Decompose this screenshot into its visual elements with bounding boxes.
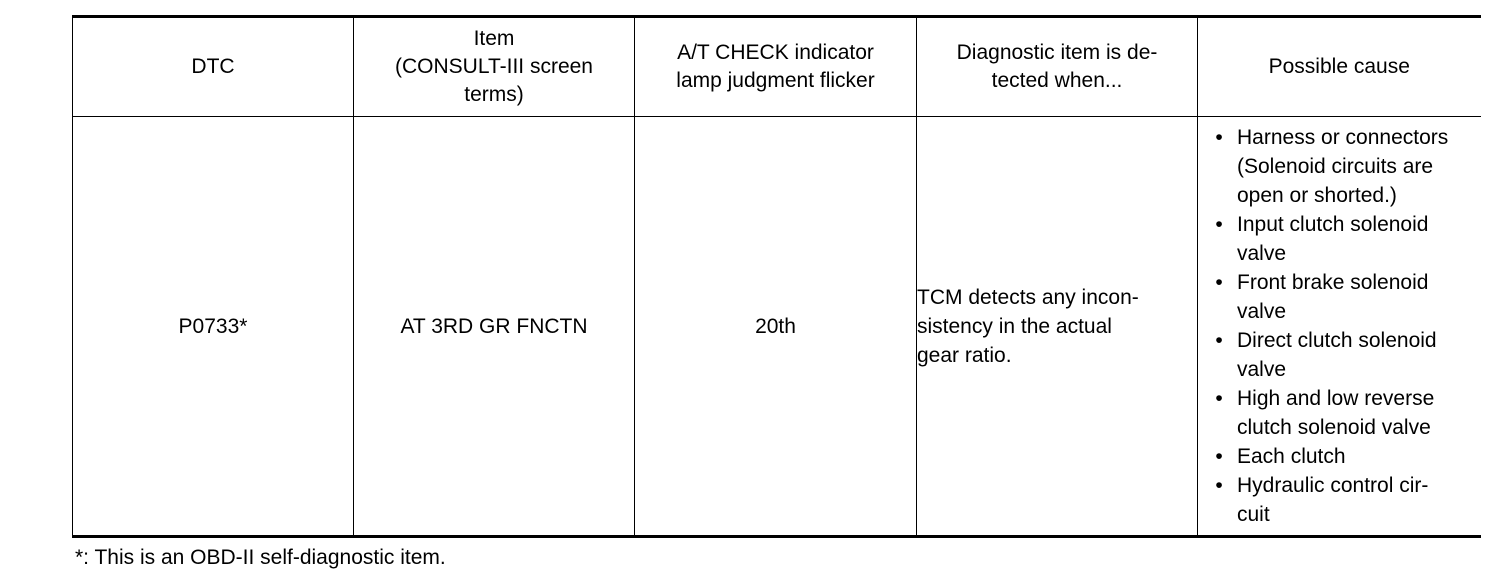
list-item: • Input clutch solenoid valve xyxy=(1212,210,1481,268)
bullet-icon: • xyxy=(1215,474,1223,497)
cell-flicker: 20th xyxy=(635,117,917,537)
list-item: • Direct clutch solenoid valve xyxy=(1212,326,1481,384)
list-item: • High and low reverse clutch solenoid valve xyxy=(1212,384,1481,442)
header-possible-cause: Possible cause xyxy=(1198,17,1481,117)
header-detected-when: Diagnostic item is de- tected when... xyxy=(917,17,1198,117)
bullet-icon: • xyxy=(1215,445,1223,468)
header-flicker: A/T CHECK indicator lamp judgment flicker xyxy=(635,17,917,117)
list-item: • Hydraulic control cir- cuit xyxy=(1212,471,1481,529)
list-item: • Front brake solenoid valve xyxy=(1212,268,1481,326)
header-item: Item (CONSULT-III screen terms) xyxy=(354,17,635,117)
cell-dtc: P0733* xyxy=(73,117,354,537)
list-item: • Each clutch xyxy=(1212,442,1481,471)
bullet-icon: • xyxy=(1215,271,1223,294)
table-header-row xyxy=(73,17,1481,117)
cell-detected-when: TCM detects any incon- sistency in the actual gear ratio. xyxy=(917,117,1198,537)
cell-possible-causes xyxy=(1198,117,1481,537)
bullet-icon: • xyxy=(1215,213,1223,236)
possible-cause-list xyxy=(1198,123,1481,529)
bullet-icon: • xyxy=(1215,387,1223,410)
list-item: • Harness or connectors (Solenoid circuits are open or shorted.) xyxy=(1212,123,1481,210)
bullet-icon: • xyxy=(1215,329,1223,352)
dtc-table xyxy=(72,15,1481,538)
header-dtc: DTC xyxy=(73,17,354,117)
dtc-table-container xyxy=(72,15,1480,538)
footnote: *: This is an OBD-II self-diagnostic item. xyxy=(75,546,446,569)
table-row xyxy=(73,117,1481,537)
cell-item: AT 3RD GR FNCTN xyxy=(354,117,635,537)
bullet-icon: • xyxy=(1215,126,1223,149)
